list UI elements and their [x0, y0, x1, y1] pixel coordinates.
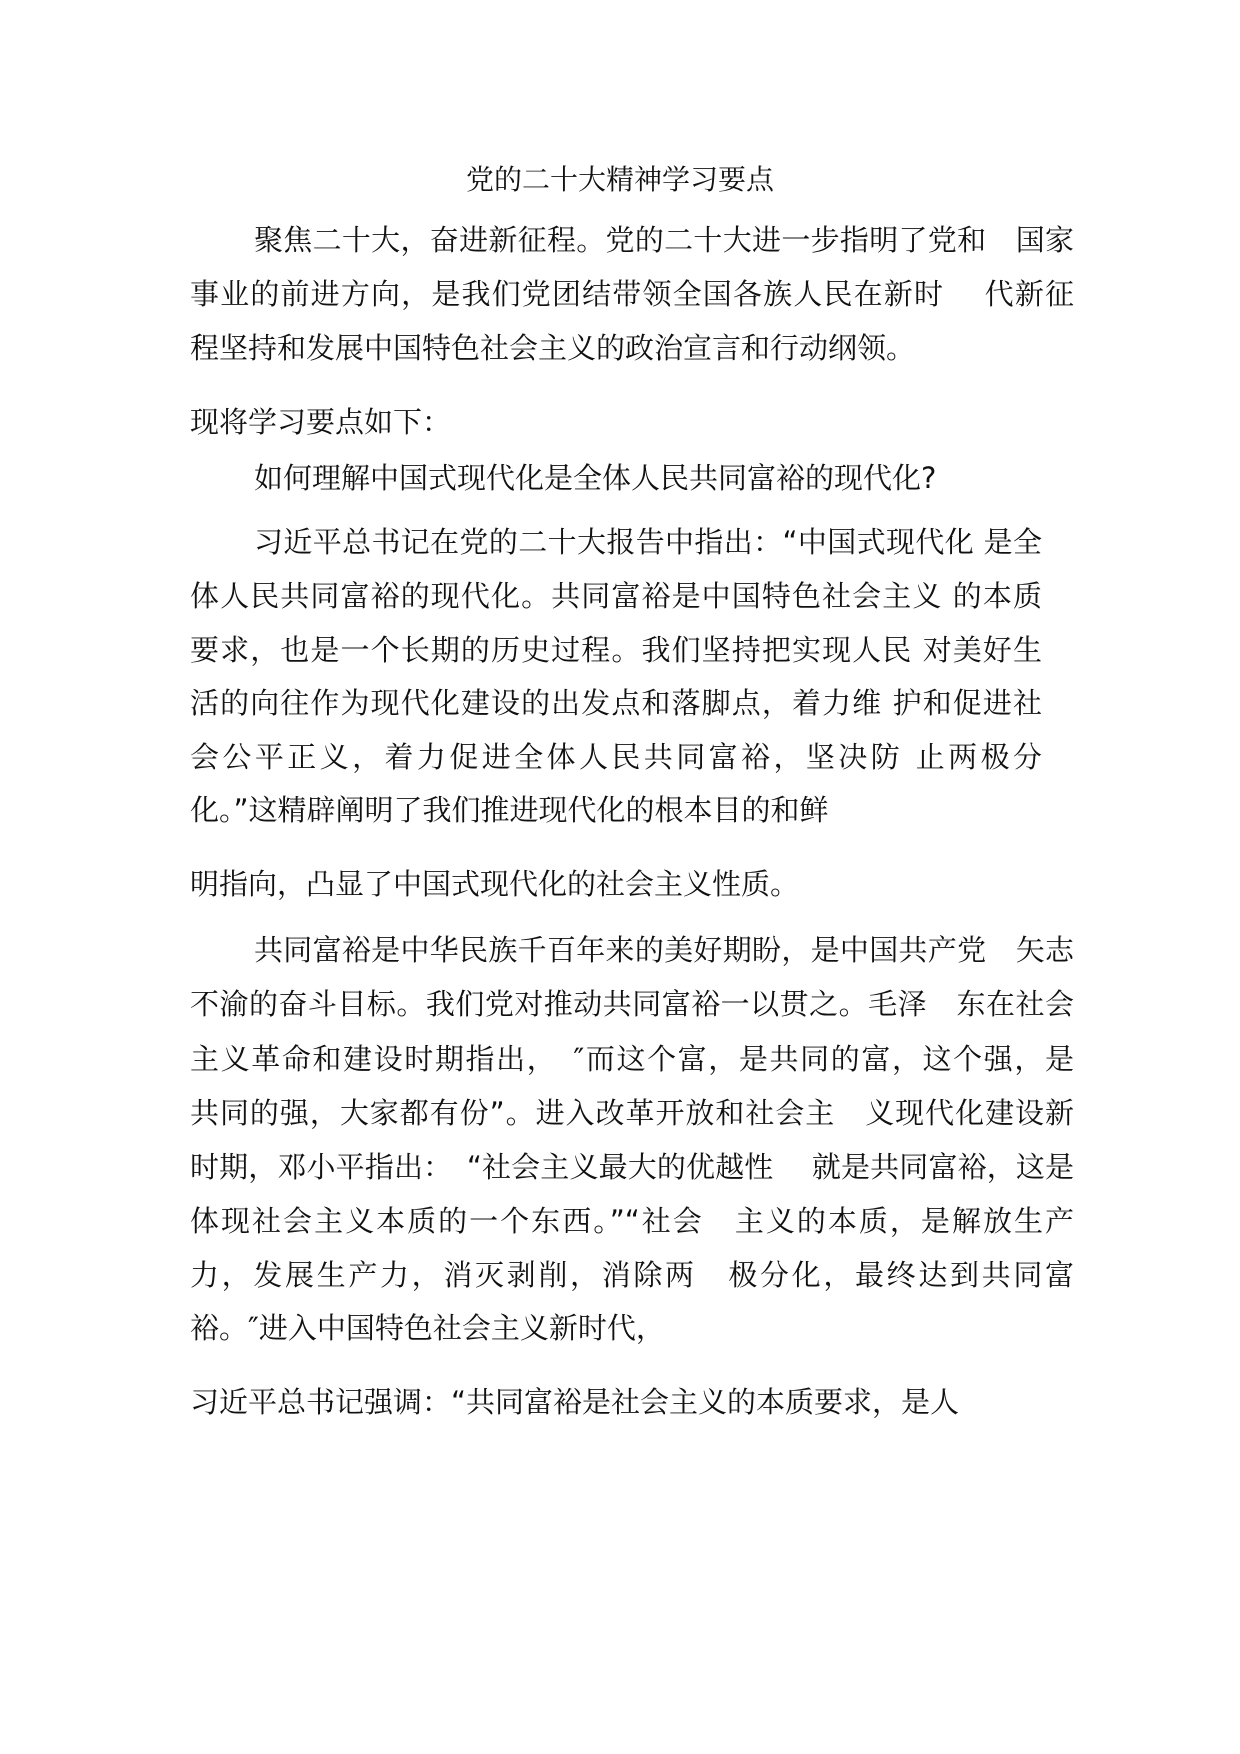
paragraph-line: 不渝的奋斗目标。我们党对推动共同富裕一以贯之。毛泽 东在社会	[190, 987, 1074, 1021]
paragraph-line: 主义革命和建设时期指出， ″而这个富，是共同的富，这个强，是	[190, 1042, 1074, 1076]
paragraph-line: 事业的前进方向，是我们党团结带领全国各族人民在新时 代新征	[190, 277, 1074, 311]
paragraph-line: 明指向，凸显了中国式现代化的社会主义性质。	[190, 867, 800, 901]
paragraph-line: 现将学习要点如下：	[190, 405, 452, 439]
paragraph-line: 时期，邓小平指出： “社会主义最大的优越性 就是共同富裕，这是	[190, 1150, 1074, 1184]
paragraph-line: 聚焦二十大，奋进新征程。党的二十大进一步指明了党和 国家	[254, 223, 1074, 257]
paragraph-line: 如何理解中国式现代化是全体人民共同富裕的现代化?	[254, 461, 937, 495]
paragraph-line: 要求，也是一个长期的历史过程。我们坚持把实现人民 对美好生	[190, 633, 1042, 667]
paragraph-line: 体人民共同富裕的现代化。共同富裕是中国特色社会主义 的本质	[190, 579, 1042, 613]
paragraph-line: 力，发展生产力，消灭剥削，消除两 极分化，最终达到共同富	[190, 1258, 1074, 1292]
paragraph-line: 程坚持和发展中国特色社会主义的政治宣言和行动纲领。	[190, 331, 916, 365]
paragraph-line: 共同的强，大家都有份”。进入改革开放和社会主 义现代化建设新	[190, 1096, 1074, 1130]
document-title: 党的二十大精神学习要点	[465, 163, 774, 196]
paragraph-line: 体现社会主义本质的一个东西。”“社会 主义的本质，是解放生产	[190, 1204, 1074, 1238]
paragraph-line: 化。”这精辟阐明了我们推进现代化的根本目的和鲜	[190, 793, 829, 827]
paragraph-line: 会公平正义，着力促进全体人民共同富裕，坚决防 止两极分	[190, 740, 1042, 774]
paragraph-line: 习近平总书记强调：“共同富裕是社会主义的本质要求，是人	[190, 1385, 960, 1419]
paragraph-line: 活的向往作为现代化建设的出发点和落脚点，着力维 护和促进社	[190, 686, 1042, 720]
paragraph-line: 裕。″进入中国特色社会主义新时代，	[190, 1311, 665, 1345]
paragraph-line: 共同富裕是中华民族千百年来的美好期盼，是中国共产党 矢志	[254, 933, 1074, 967]
paragraph-line: 习近平总书记在党的二十大报告中指出：“中国式现代化 是全	[254, 525, 1042, 559]
